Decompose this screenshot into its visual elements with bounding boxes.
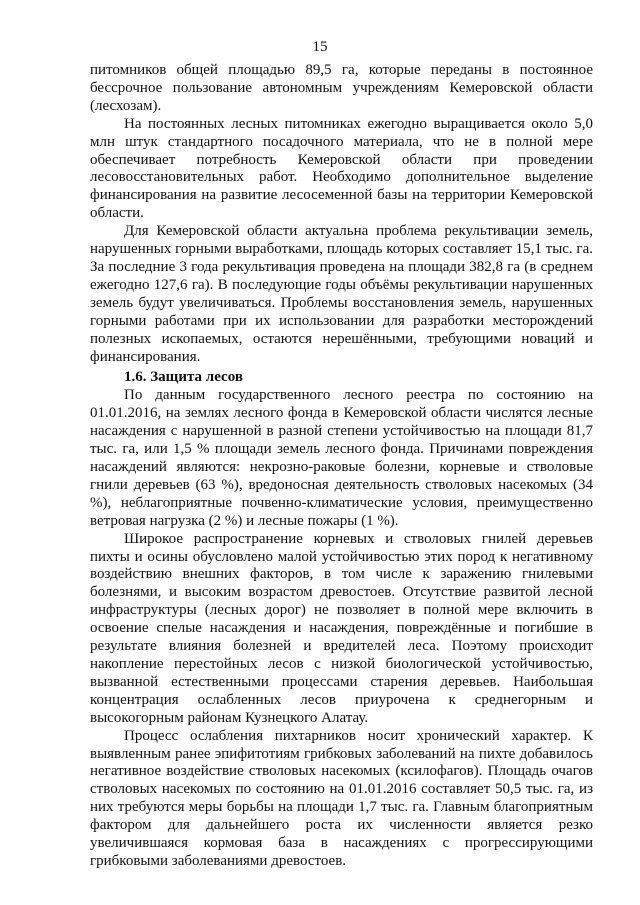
paragraph-forest-damage: По данным государственного лесного реестра по состоянию на 01.01.2016, на землях лесного фонда в Кемеровской области числятся лесные насаждения с нарушенной в разной степени устойчивостью на площади 81,7 тыс. га, или 1,5 % площади земель лесного фонда. Причинами повреждения насаждений являются: некрозно-раковые болезни, корневые и стволовые гнили деревьев (63 %), вредоносная деятельность стволовых насекомых (34 %), неблагоприятные почвенно-климатические условия, преимущественно ветровая нагрузка (2 %) и лесные пожары (1 %). bbox=[90, 387, 593, 529]
page-number: 15 bbox=[312, 39, 328, 55]
paragraph-root-rot: Широкое распространение корневых и стволовых гнилей деревьев пихты и осины обусловлено малой устойчивостью этих пород к негативному воздействию внешних факторов, в том числе к заражению гнилевыми болезнями, и высоким возрастом древостоев. Отсутствие развитой лесной инфраструктуры (лесных дорог) не позволяет в полной мере включить в освоение спелые насаждения и насаждения, повреждённые и погибшие в результате влияния болезней и вредителей леса. Поэтому происходит накопление перестойных лесов с низкой биологической устойчивостью, вызванной естественными процессами старения деревьев. Наибольшая концентрация ослабленных лесов приурочена к среднегорным и высокогорным районам Кузнецкого Алатау. bbox=[90, 530, 593, 726]
section-heading: 1.6. Защита лесов bbox=[124, 369, 243, 386]
document-body bbox=[90, 62, 593, 871]
paragraph-planting-material: На постоянных лесных питомниках ежегодно выращивается около 5,0 млн штук стандартного посадочного материала, что не в полной мере обеспечивает потребность Кемеровской области при проведении лесовосстановительных работ. Необходимо дополнительное выделение финансирования на развитие лесосеменной базы на территории Кемеровской области. bbox=[90, 115, 593, 222]
paragraph-nurseries-continued: питомников общей площадью 89,5 га, которые переданы в постоянное бессрочное пользование автономным учреждениям Кемеровской области (лесхозам). bbox=[90, 62, 593, 114]
paragraph-land-reclamation: Для Кемеровской области актуальна проблема рекультивации земель, нарушенных горными выработками, площадь которых составляет 15,1 тыс. га. За последние 3 года рекультивация проведена на площади 382,8 га (в среднем ежегодно 127,6 га). В последующие годы объёмы рекультивации нарушенных земель будут увеличиваться. Проблемы восстановления земель, нарушенных горными работами при их использовании для разработки месторождений полезных ископаемых, остаются нерешёнными, требующими новаций и финансирования. bbox=[90, 223, 593, 365]
paragraph-fir-weakening: Процесс ослабления пихтарников носит хронический характер. К выявленным ранее эпифитотиям грибковых заболеваний на пихте добавилось негативное воздействие стволовых насекомых (ксилофагов). Площадь очагов стволовых насекомых по состоянию на 01.01.2016 составляет 50,5 тыс. га, из них требуются меры борьбы на площади 1,7 тыс. га. Главным благоприятным фактором для дальнейшего роста их численности является резко увеличившаяся кормовая база в насаждениях с прогрессирующими грибковыми заболеваниями древостоев. bbox=[90, 727, 593, 869]
